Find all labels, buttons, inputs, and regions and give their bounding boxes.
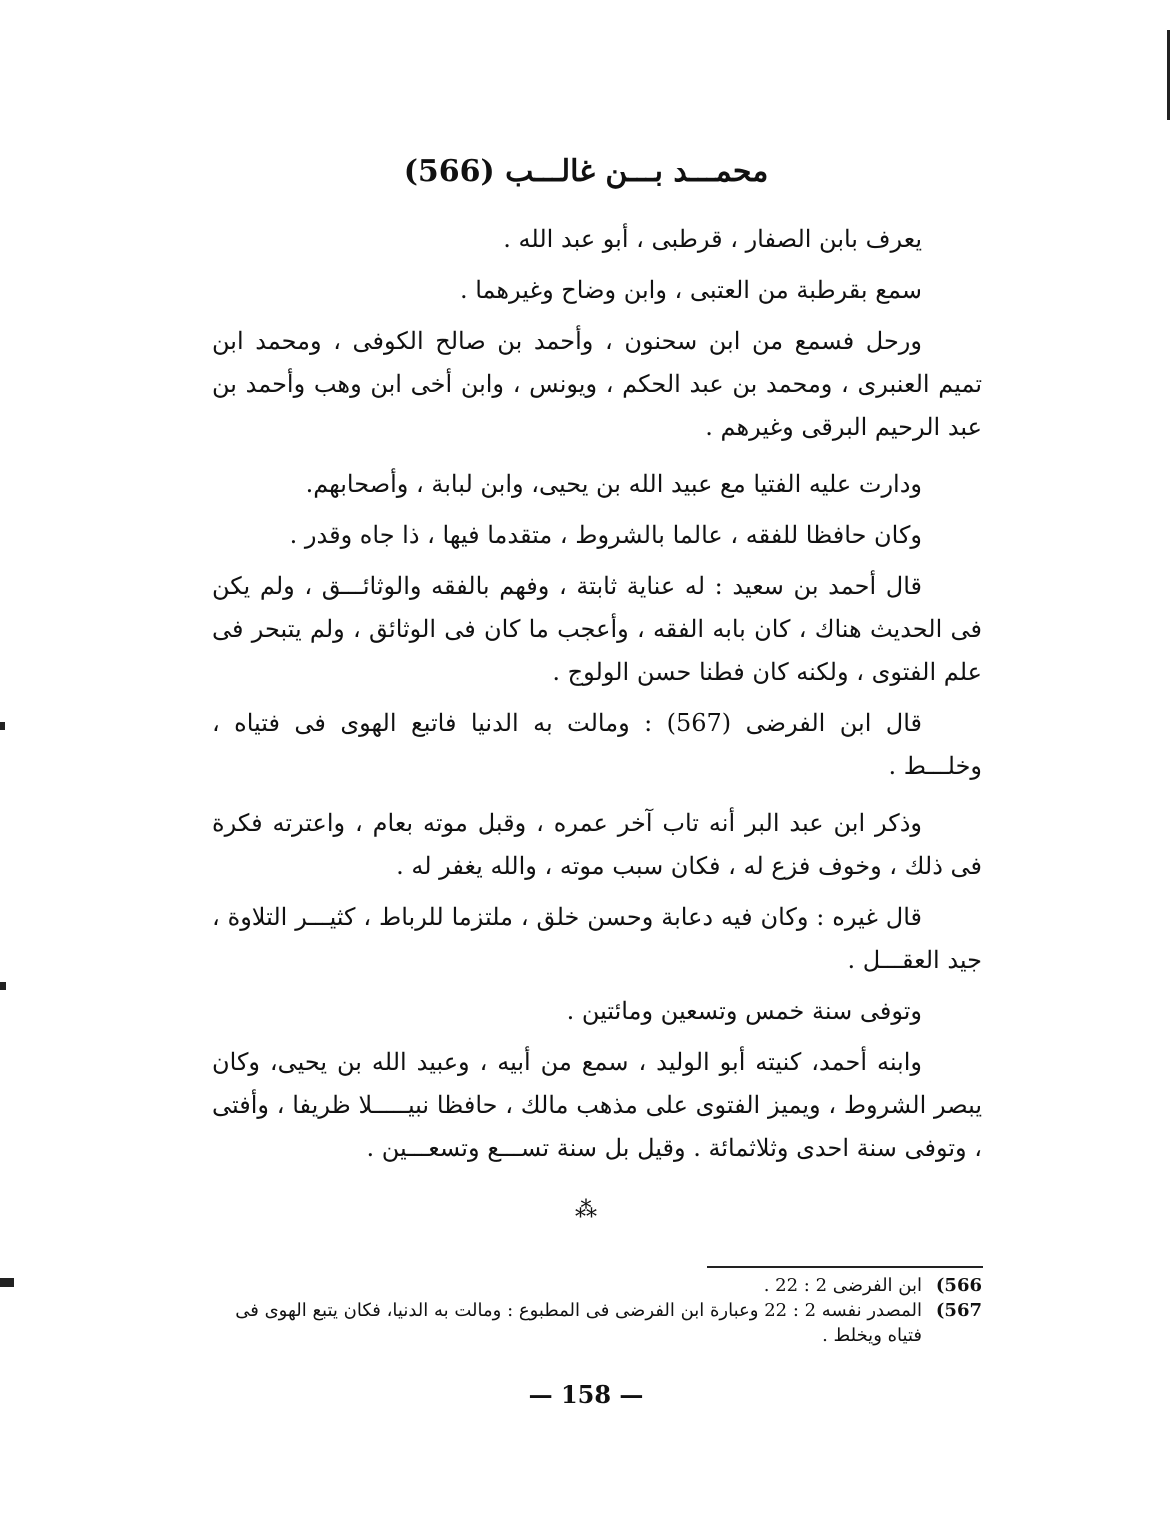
scan-edge-mark-left-1 — [0, 722, 5, 730]
paragraph-5: وكان حافظا للفقه ، عالما بالشروط ، متقدما فيها ، ذا جاه وقدر . — [289, 521, 922, 549]
body-text — [212, 218, 982, 1178]
footnote-number: (566 — [935, 1275, 982, 1296]
footnotes — [212, 1273, 982, 1348]
paragraph-11: وابنه أحمد، كنيته أبو الوليد ، سمع من أبيه ، وعبيد الله بن يحيى، وكان يبصر الشروط ، ويميز الفتوى على مذهب مالك ، حافظا نبيـــــلا ظريفا ، وأفتى ، وتوفى سنة احدى وثلاثمائة . وقيل بل سنة تســـع وتسعـــين . — [212, 1048, 982, 1162]
paragraph-2: سمع بقرطبة من العتبى ، وابن وضاح وغيرهما . — [459, 276, 922, 304]
paragraph-8: وذكر ابن عبد البر أنه تاب آخر عمره ، وقبل موته بعام ، واعترته فكرة فى ذلك ، وخوف فزع له ، فكان سبب موته ، والله يغفر له . — [212, 809, 982, 880]
footnote-text: المصدر نفسه 2 : 22 وعبارة ابن الفرضى فى المطبوع : ومالت به الدنيا، فكان يتبع الهوى فى فتياه ويخلط . — [235, 1300, 922, 1346]
scan-edge-mark-left-2 — [0, 982, 6, 990]
paragraph-4: ودارت عليه الفتيا مع عبيد الله بن يحيى، وابن لبابة ، وأصحابهم. — [305, 470, 922, 498]
footnote-567 — [212, 1298, 982, 1348]
footnote-divider — [707, 1266, 983, 1268]
paragraph-10: وتوفى سنة خمس وتسعين ومائتين . — [566, 997, 922, 1025]
footnote-566 — [212, 1273, 982, 1298]
paragraph-3: ورحل فسمع من ابن سحنون ، وأحمد بن صالح الكوفى ، ومحمد ابن تميم العنبرى ، ومحمد بن عبد الحكم ، ويونس ، وابن أخى ابن وهب وأحمد بن عبد الرحيم البرقى وغيرهم . — [212, 327, 982, 441]
paragraph-9: قال غيره : وكان فيه دعابة وحسن خلق ، ملتزما للرباط ، كثيـــر التلاوة ، جيد العقـــل . — [212, 903, 982, 974]
page-title: محمـــد بـــن غالـــب (566) — [403, 154, 769, 189]
paragraph-1: يعرف بابن الصفار ، قرطبى ، أبو عبد الله . — [503, 225, 922, 253]
paragraph-7: قال ابن الفرضى (567) : ومالت به الدنيا فاتبع الهوى فى فتياه ، وخلـــط . — [212, 709, 982, 780]
scan-edge-mark-top-right — [1167, 30, 1170, 120]
footnote-number: (567 — [935, 1300, 982, 1321]
paragraph-6: قال أحمد بن سعيد : له عناية ثابتة ، وفهم بالفقه والوثائـــق ، ولم يكن فى الحديث هناك ، كان بابه الفقه ، وأعجب ما كان فى الوثائق ، ولم يتبحر فى علم الفتوى ، ولكنه كان فطنا حسن الولوج . — [212, 572, 982, 686]
footnote-text: ابن الفرضى 2 : 22 . — [763, 1275, 922, 1296]
page-number: — 158 — — [528, 1380, 644, 1409]
section-ornament: ⁂ — [575, 1198, 597, 1223]
scan-edge-mark-left-3 — [0, 1278, 14, 1287]
